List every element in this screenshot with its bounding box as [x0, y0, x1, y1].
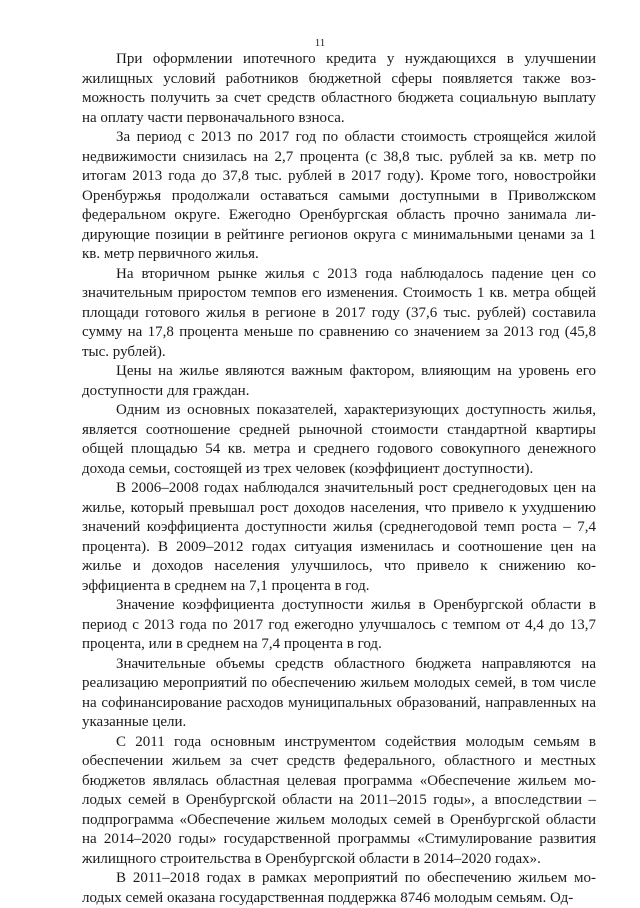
page-number: 11 [314, 37, 326, 49]
paragraph-primary-housing-cost: За период с 2013 по 2017 год по области стоимость строящейся жилой недвижимости снизилась на 2,7 процента (с 38,8 тыс. рублей за кв. метр по итогам 2013 года до 37,8 тыс. рублей в 2017 году). Кроме того, новостройки Оренбуржья продолжали оставаться самыми доступными в Приволжском федеральном округе. Ежегодно Оренбургская область прочно занимала лидирующие позиции в рейтинге регионов округа с минимальными ценами за 1 кв. метр первичного жилья. [82, 129, 596, 262]
paragraph-2006-2012-trends: В 2006–2008 годах наблюдался значительный рост среднегодовых цен на жилье, который превышал рост доходов населения, что привело к ухудшению значений коэффициента доступности жилья (среднегодовой темп роста – 7,4 процента). В 2009–2012 годах ситуация изменилась и соотношение цен на жилье и доходов населения улучшилось, что привело к снижению коэффициента в среднем на 7,1 процента в год. [82, 480, 596, 594]
body-text [82, 50, 596, 908]
paragraph-secondary-market: На вторичном рынке жилья с 2013 года наблюдалось падение цен со значительным приростом темпов его изменения. Стоимость 1 кв. метра общей площади готового жилья в регионе в 2017 году (37,6 тыс. рублей) составила сумму на 17,8 процента меньше по сравнению со значением за 2013 год (45,8 тыс. рублей). [82, 265, 596, 360]
paragraph-budget-funding: Значительные объемы средств областного бюджета направляются на реализацию мероприятий по обеспечению жильем молодых семей, в том числе на софинансирование расходов муниципальных образований, направленных на указанные цели. [82, 655, 596, 730]
paragraph-affordability-2013-2017: Значение коэффициента доступности жилья в Оренбургской области в период с 2013 года по 2017 год ежегодно улучшалось с темпом от 4,4 до 13,7 процента, или в среднем на 7,4 процента в год. [82, 597, 596, 652]
paragraph-young-families-program: С 2011 года основным инструментом содействия молодым семьям в обеспечении жильем за счет средств федерального, областного и местных бюджетов являлась областная целевая программа «Обеспечение жильем молодых семей в Оренбургской области на 2011–2015 годы», а впоследствии – подпрограмма «Обеспечение жильем молодых семей в Оренбургской области на 2014–2020 годы» государственной программы «Стимулирование развития жилищного строительства в Оренбургской области в 2014–2020 годах». [82, 733, 596, 867]
paragraph-affordability-indicator: Одним из основных показателей, характеризующих доступность жилья, является соотношение средней рыночной стоимости стандартной квартиры общей площадью 54 кв. метра и среднего годового совокупного денежного дохода семьи, состоящей из трех человек (коэффициент доступности). [82, 402, 596, 477]
paragraph-mortgage-subsidy: При оформлении ипотечного кредита у нуждающихся в улучшении жилищных условий работников бюджетной сферы появляется также возможность получить за счет средств областного бюджета социальную выплату на оплату части первоначального взноса. [82, 51, 596, 126]
paragraph-price-factor: Цены на жилье являются важным фактором, влияющим на уровень его доступности для граждан. [82, 363, 596, 399]
paragraph-state-support-2011-2018: В 2011–2018 годах в рамках мероприятий по обеспечению жильем молодых семей оказана государственная поддержка 8746 молодым семьям. Од- [82, 870, 596, 906]
